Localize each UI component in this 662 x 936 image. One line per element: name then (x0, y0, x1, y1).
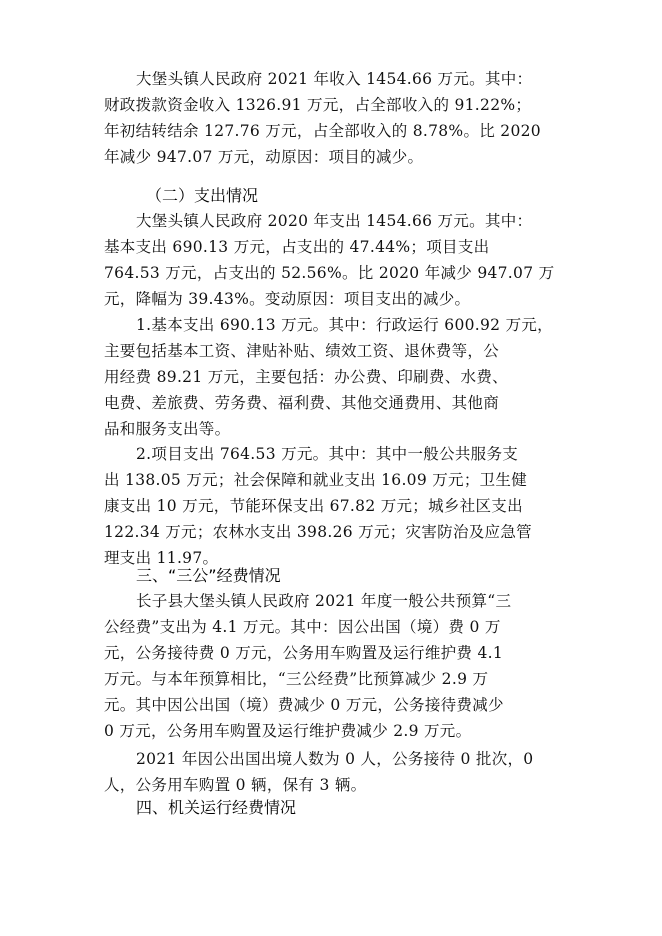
section-heading-operating-costs: 四、机关运行经费情况 (136, 798, 297, 817)
expenditure-paragraph: 大堡头镇人民政府 2020 年支出 1454.66 万元。其中： 基本支出 690.13 万元，占支出的 47.44%；项目支出 764.53 万元，占支出的 52.56%。比 2020 年减少 947.07 万 元，降幅为 39.43%。变动原因：项目支出的减少。 (104, 212, 555, 308)
trips-vehicles-paragraph: 2021 年因公出国出境人数为 0 人，公务接待 0 批次，0 人，公务用车购置 0 辆，保有 3 辆。 (104, 750, 534, 794)
section-heading-three-public: 三、“三公”经费情况 (136, 566, 281, 585)
three-public-paragraph: 长子县大堡头镇人民政府 2021 年度一般公共预算“三 公经费”支出为 4.1 万元。其中：因公出国（境）费 0 万 元，公务接待费 0 万元，公务用车购置及运行维护费 4.1 万元。与本年预算相比，“三公经费”比预算减少 2.9 万 元。其中因公出国（境）费减少 0 万元，公务接待费减少 0 万元，公务用车购置及运行维护费减少 2.9 万元。 (104, 592, 512, 740)
basic-expenditure-paragraph: 1.基本支出 690.13 万元。其中：行政运行 600.92 万元， 主要包括基本工资、津贴补贴、绩效工资、退休费等，公 用经费 89.21 万元，主要包括：办公费、印刷费、水费、 电费、差旅费、劳务费、福利费、其他交通费用、其他商 品和服务支出等。 (104, 316, 553, 438)
section-heading-expenditure: （二）支出情况 (146, 186, 259, 205)
revenue-paragraph: 大堡头镇人民政府 2021 年收入 1454.66 万元。其中： 财政拨款资金收入 1326.91 万元，占全部收入的 91.22%； 年初结转结余 127.76 万元，占全部收入的 8.78%。比 2020 年减少 947.07 万元，动原因：项目的减少。 (104, 70, 541, 166)
project-expenditure-paragraph: 2.项目支出 764.53 万元。其中：其中一般公共服务支 出 138.05 万元；社会保障和就业支出 16.09 万元；卫生健 康支出 10 万元，节能环保支出 67.82 万元；城乡社区支出 122.34 万元；农林水支出 398.26 万元；灾害防治及应急管 理支出 11.97。 (104, 445, 532, 567)
